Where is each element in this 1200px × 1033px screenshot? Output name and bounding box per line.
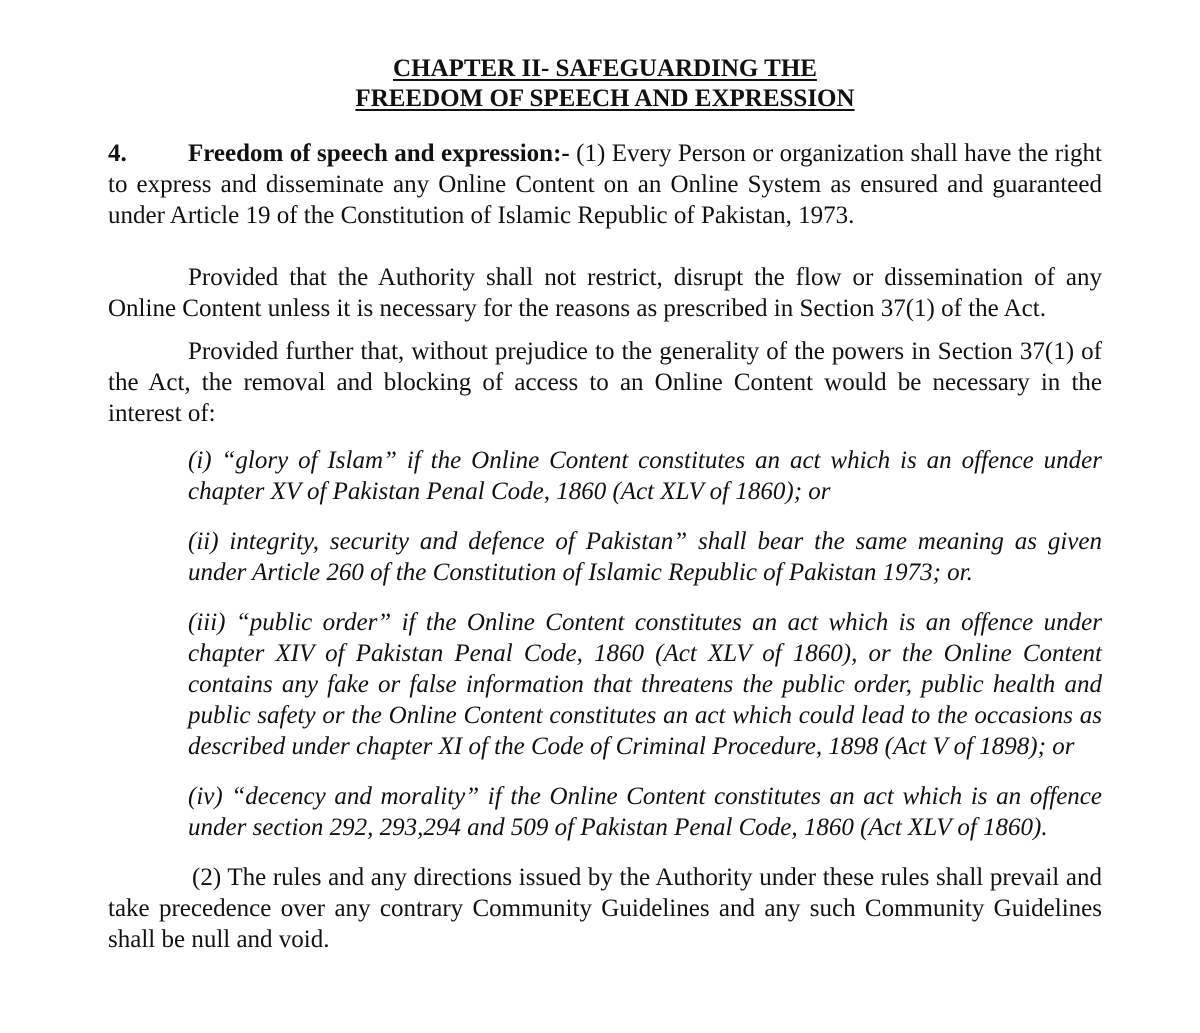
proviso-2: Provided further that, without prejudice to the generality of the powers in Section 37(1) of the Act, the removal and blocking of access to an Online Content would be necessary in the interest of: (108, 338, 1102, 427)
document-page (108, 54, 1102, 955)
clause-ii: (ii) integrity, security and defence of Pakistan” shall bear the same meaning as given under Article 260 of the Constitution of Islamic Republic of Pakistan 1973; or. (188, 528, 1102, 586)
proviso-1: Provided that the Authority shall not restrict, disrupt the flow or dissemination of any Online Content unless it is necessary for the reasons as prescribed in Section 37(1) of the Act. (108, 264, 1102, 322)
section-number: 4. (108, 140, 127, 167)
chapter-heading (108, 54, 1102, 114)
clause-i: (i) “glory of Islam” if the Online Content constitutes an act which is an offence under chapter XV of Pakistan Penal Code, 1860 (Act XLV of 1860); or (188, 447, 1102, 505)
section-text: (1) Every Person or organization shall have the right to express and disseminate any Online Content on an Online System as ensured and guaranteed under Article 19 of the Constitution of Islamic Republic of Pakistan, 1973. (108, 140, 1103, 229)
chapter-heading-line-2: FREEDOM OF SPEECH AND EXPRESSION (355, 85, 855, 112)
clause-iii: (iii) “public order” if the Online Content constitutes an act which is an offence under chapter XIV of Pakistan Penal Code, 1860 (Act XLV of 1860), or the Online Content contains any fake or false information that threatens the public order, public health and public safety or the Online Content constitutes an act which could lead to the occasions as described under chapter XI of the Code of Criminal Procedure, 1898 (Act V of 1898); or (188, 609, 1102, 760)
clause-list (188, 445, 1102, 843)
subsection-2-paragraph: (2) The rules and any directions issued by the Authority under these rules shall prevail and take precedence over any contrary Community Guidelines and any such Community Guidelines shall be null and void. (108, 864, 1102, 953)
chapter-heading-line-1: CHAPTER II- SAFEGUARDING THE (393, 55, 817, 82)
section-4-paragraph (108, 138, 1102, 231)
clause-iv: (iv) “decency and morality” if the Online Content constitutes an act which is an offence under section 292, 293,294 and 509 of Pakistan Penal Code, 1860 (Act XLV of 1860). (188, 783, 1102, 841)
section-title: Freedom of speech and expression:- (188, 140, 570, 167)
